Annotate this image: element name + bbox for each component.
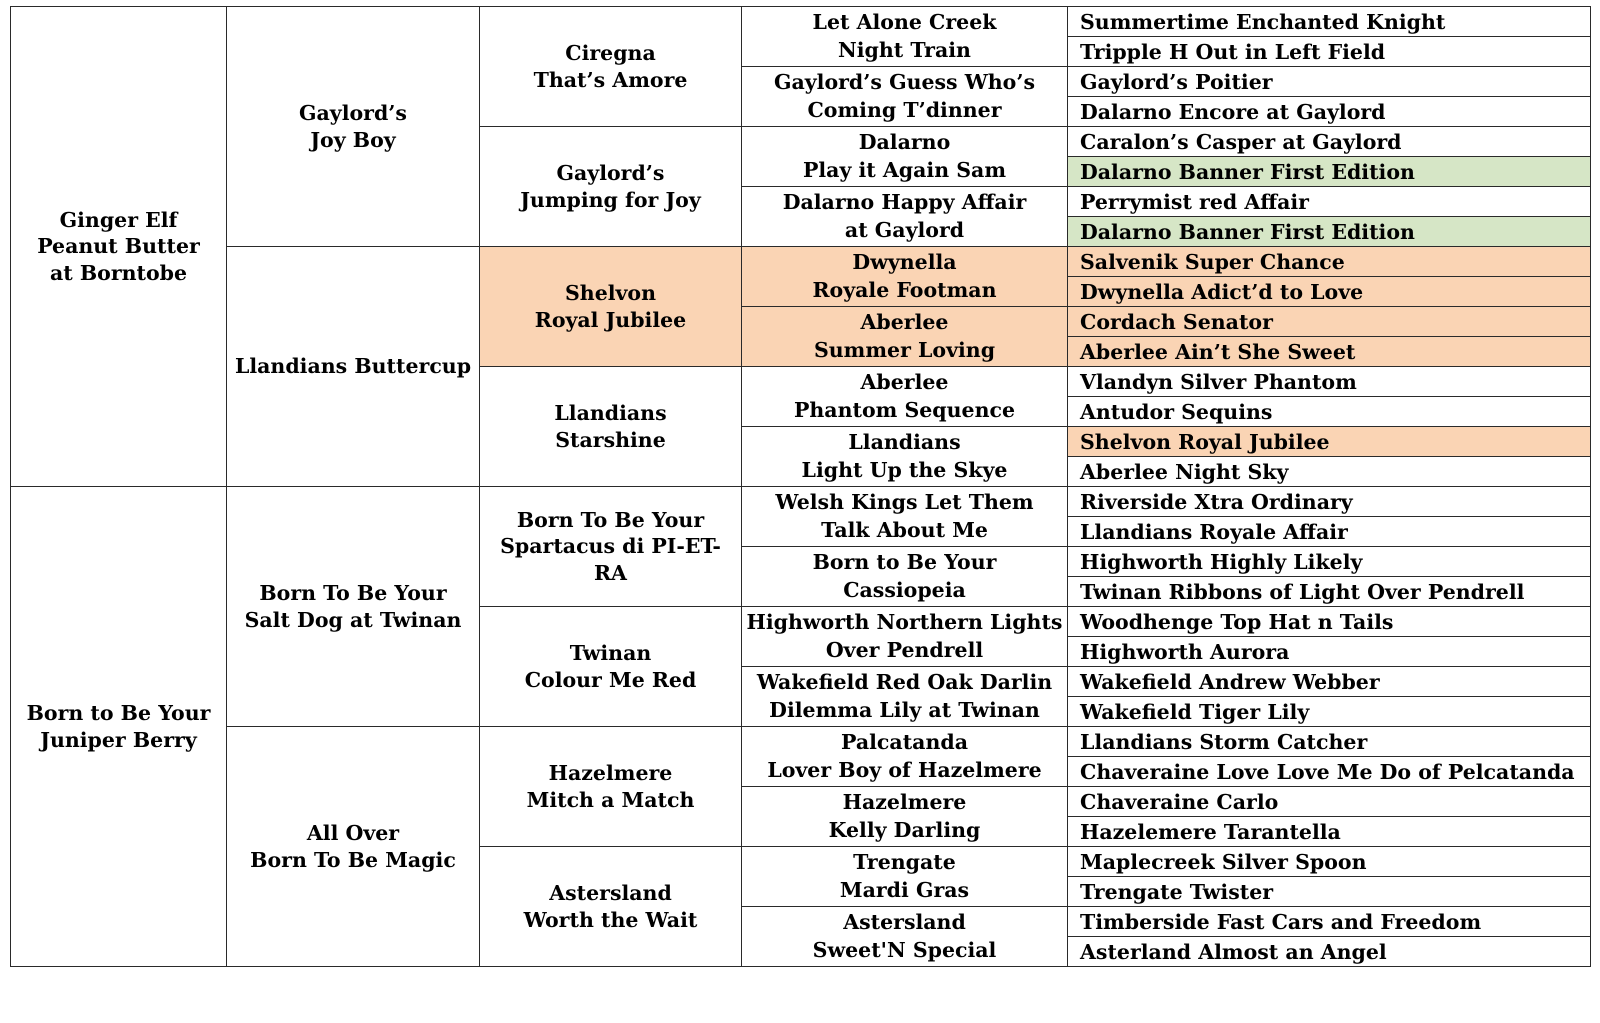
ancestor-name-line: Cassiopeia — [843, 577, 966, 602]
ancestor-name-line: Llandians — [848, 429, 961, 454]
generation-5-cell — [1068, 427, 1591, 457]
ancestor-name-line: Palcatanda — [841, 729, 968, 754]
generation-5-cell — [1068, 97, 1591, 127]
ancestor-name-line: Astersland — [549, 880, 672, 905]
generation-5-cell — [1068, 787, 1591, 817]
ancestor-name: Aberlee Ain’t She Sweet — [1080, 339, 1356, 364]
generation-5-cell — [1068, 907, 1591, 937]
ancestor-name: Antudor Sequins — [1080, 399, 1273, 424]
ancestor-name-line: Welsh Kings Let Them — [775, 489, 1034, 514]
ancestor-name: Aberlee Night Sky — [1080, 459, 1289, 484]
generation-5-cell — [1068, 307, 1591, 337]
ancestor-name: Vlandyn Silver Phantom — [1080, 369, 1357, 394]
ancestor-name-line: Royale Footman — [812, 277, 997, 302]
ancestor-name-line: Coming T’dinner — [807, 97, 1002, 122]
generation-3-cell — [480, 247, 742, 367]
ancestor-name: Salvenik Super Chance — [1080, 249, 1345, 274]
ancestor-name: Chaveraine Carlo — [1080, 789, 1279, 814]
generation-5-cell — [1068, 517, 1591, 547]
generation-4-cell — [742, 907, 1068, 967]
generation-4-cell — [742, 607, 1068, 667]
ancestor-name-line: Ginger Elf — [59, 207, 178, 232]
ancestor-name: Summertime Enchanted Knight — [1080, 9, 1446, 34]
ancestor-name: Riverside Xtra Ordinary — [1080, 489, 1353, 514]
ancestor-name: Highworth Aurora — [1080, 639, 1290, 664]
generation-5-cell — [1068, 67, 1591, 97]
ancestor-name: Dalarno Banner First Edition — [1080, 159, 1415, 184]
ancestor-name-line: Mardi Gras — [839, 877, 970, 902]
ancestor-name-line: Twinan — [569, 640, 652, 665]
generation-5-cell — [1068, 487, 1591, 517]
generation-3-cell — [480, 487, 742, 607]
ancestor-name-line: Dilemma Lily at Twinan — [769, 697, 1040, 722]
generation-2-cell — [227, 7, 480, 247]
ancestor-name-line: Hazelmere — [842, 789, 967, 814]
ancestor-name-line: Dalarno Happy Affair — [782, 189, 1027, 214]
ancestor-name: Asterland Almost an Angel — [1080, 939, 1387, 964]
generation-5-cell — [1068, 457, 1591, 487]
generation-4-cell — [742, 667, 1068, 727]
ancestor-name-line: Royal Jubilee — [534, 307, 687, 332]
generation-5-cell — [1068, 817, 1591, 847]
ancestor-name-line: Born to Be Your — [26, 700, 211, 725]
generation-5-cell — [1068, 637, 1591, 667]
generation-4-cell — [742, 787, 1068, 847]
generation-4-cell — [742, 187, 1068, 247]
ancestor-name-line: Jumping for Joy — [520, 187, 701, 212]
ancestor-name: Llandians Royale Affair — [1080, 519, 1348, 544]
ancestor-name-line: Kelly Darling — [828, 817, 981, 842]
ancestor-name-line: Colour Me Red — [524, 667, 697, 692]
generation-3-cell — [480, 367, 742, 487]
generation-4-cell — [742, 127, 1068, 187]
ancestor-name-line: Llandians — [554, 400, 667, 425]
ancestor-name-line: Born To Be Magic — [250, 847, 456, 872]
ancestor-name-line: Light Up the Skye — [801, 457, 1008, 482]
ancestor-name-line: RA — [594, 560, 627, 585]
pedigree-row — [11, 247, 1591, 277]
ancestor-name-line: Over Pendrell — [825, 637, 984, 662]
ancestor-name-line: Phantom Sequence — [793, 397, 1016, 422]
generation-2-cell — [227, 247, 480, 487]
generation-2-cell — [227, 487, 480, 727]
generation-5-cell — [1068, 37, 1591, 67]
generation-5-cell — [1068, 577, 1591, 607]
ancestor-name-line: Summer Loving — [813, 337, 996, 362]
ancestor-name-line: Gaylord’s Guess Who’s — [773, 69, 1036, 94]
ancestor-name: Maplecreek Silver Spoon — [1080, 849, 1367, 874]
ancestor-name-line: Salt Dog at Twinan — [244, 607, 462, 632]
ancestor-name: Gaylord’s Poitier — [1080, 69, 1273, 94]
generation-4-cell — [742, 67, 1068, 127]
generation-3-cell — [480, 607, 742, 727]
ancestor-name-line: Lover Boy of Hazelmere — [767, 757, 1042, 782]
generation-5-cell — [1068, 847, 1591, 877]
ancestor-name: Hazelemere Tarantella — [1080, 819, 1341, 844]
ancestor-name-line: Dwynella — [852, 249, 957, 274]
ancestor-name-line: Spartacus di PI-ET- — [500, 534, 721, 559]
ancestor-name-line: Born to Be Your — [812, 549, 997, 574]
generation-4-cell — [742, 847, 1068, 907]
generation-5-cell — [1068, 127, 1591, 157]
generation-4-cell — [742, 487, 1068, 547]
pedigree-row — [11, 487, 1591, 517]
ancestor-name: Wakefield Andrew Webber — [1080, 669, 1380, 694]
generation-5-cell — [1068, 367, 1591, 397]
ancestor-name-line: Wakefield Red Oak Darlin — [756, 669, 1053, 694]
ancestor-name-line: Play it Again Sam — [802, 157, 1007, 182]
ancestor-name: Dwynella Adict’d to Love — [1080, 279, 1364, 304]
ancestor-name-line: Ciregna — [565, 40, 656, 65]
ancestor-name-line: Joy Boy — [310, 127, 396, 152]
pedigree-row — [11, 7, 1591, 37]
generation-5-cell — [1068, 727, 1591, 757]
ancestor-name: Wakefield Tiger Lily — [1080, 699, 1310, 724]
ancestor-name-line: Born To Be Your — [516, 507, 705, 532]
generation-5-cell — [1068, 277, 1591, 307]
ancestor-name: Tripple H Out in Left Field — [1080, 39, 1386, 64]
ancestor-name-line: Shelvon — [564, 280, 657, 305]
ancestor-name-line: Let Alone Creek — [812, 9, 997, 34]
generation-5-cell — [1068, 337, 1591, 367]
generation-5-cell — [1068, 187, 1591, 217]
generation-3-cell — [480, 847, 742, 967]
ancestor-name-line: Hazelmere — [548, 760, 673, 785]
ancestor-name: Highworth Highly Likely — [1080, 549, 1363, 574]
ancestor-name-line: Peanut Butter — [37, 234, 200, 259]
ancestor-name: Dalarno Encore at Gaylord — [1080, 99, 1386, 124]
pedigree-row — [11, 727, 1591, 757]
ancestor-name-line: Aberlee — [860, 309, 949, 334]
ancestor-name-line: All Over — [306, 820, 400, 845]
generation-1-cell — [11, 487, 227, 967]
ancestor-name-line: Trengate — [853, 849, 956, 874]
generation-4-cell — [742, 727, 1068, 787]
ancestor-name-line: Gaylord’s — [556, 160, 665, 185]
ancestor-name: Twinan Ribbons of Light Over Pendrell — [1080, 579, 1525, 604]
ancestor-name-line: Gaylord’s — [299, 100, 407, 125]
ancestor-name: Cordach Senator — [1080, 309, 1273, 334]
ancestor-name: Dalarno Banner First Edition — [1080, 219, 1415, 244]
ancestor-name-line: Aberlee — [860, 369, 949, 394]
ancestor-name: Woodhenge Top Hat n Tails — [1080, 609, 1394, 634]
generation-5-cell — [1068, 7, 1591, 37]
ancestor-name: Llandians Storm Catcher — [1080, 729, 1368, 754]
generation-5-cell — [1068, 157, 1591, 187]
generation-4-cell — [742, 247, 1068, 307]
generation-1-cell — [11, 7, 227, 487]
ancestor-name: Trengate Twister — [1080, 879, 1274, 904]
pedigree-body — [11, 7, 1591, 967]
ancestor-name-line: Night Train — [838, 37, 971, 62]
generation-5-cell — [1068, 397, 1591, 427]
pedigree-table — [10, 6, 1591, 967]
generation-5-cell — [1068, 757, 1591, 787]
ancestor-name: Chaveraine Love Love Me Do of Pelcatanda — [1080, 759, 1575, 784]
generation-5-cell — [1068, 217, 1591, 247]
generation-3-cell — [480, 727, 742, 847]
generation-3-cell — [480, 127, 742, 247]
ancestor-name-line: Born To Be Your — [259, 580, 447, 605]
generation-4-cell — [742, 427, 1068, 487]
generation-4-cell — [742, 547, 1068, 607]
ancestor-name-line: Llandians Buttercup — [234, 354, 472, 379]
ancestor-name-line: at Gaylord — [844, 217, 965, 242]
generation-4-cell — [742, 7, 1068, 67]
generation-5-cell — [1068, 247, 1591, 277]
ancestor-name-line: Sweet'N Special — [812, 937, 997, 962]
ancestor-name: Shelvon Royal Jubilee — [1080, 429, 1330, 454]
generation-5-cell — [1068, 547, 1591, 577]
ancestor-name: Caralon’s Casper at Gaylord — [1080, 129, 1402, 154]
generation-5-cell — [1068, 607, 1591, 637]
ancestor-name-line: at Borntobe — [49, 260, 188, 285]
ancestor-name-line: Mitch a Match — [526, 787, 695, 812]
ancestor-name-line: Talk About Me — [821, 517, 988, 542]
generation-5-cell — [1068, 937, 1591, 967]
ancestor-name-line: Starshine — [555, 427, 666, 452]
ancestor-name: Perrymist red Affair — [1080, 189, 1309, 214]
generation-3-cell — [480, 7, 742, 127]
ancestor-name-line: Highworth Northern Lights — [746, 609, 1063, 634]
generation-5-cell — [1068, 697, 1591, 727]
generation-4-cell — [742, 367, 1068, 427]
ancestor-name-line: Juniper Berry — [40, 727, 197, 752]
ancestor-name-line: Astersland — [843, 909, 966, 934]
generation-5-cell — [1068, 667, 1591, 697]
ancestor-name-line: That’s Amore — [533, 67, 688, 92]
ancestor-name: Timberside Fast Cars and Freedom — [1080, 909, 1482, 934]
generation-2-cell — [227, 727, 480, 967]
ancestor-name-line: Dalarno — [858, 129, 951, 154]
generation-4-cell — [742, 307, 1068, 367]
generation-5-cell — [1068, 877, 1591, 907]
ancestor-name-line: Worth the Wait — [523, 907, 698, 932]
